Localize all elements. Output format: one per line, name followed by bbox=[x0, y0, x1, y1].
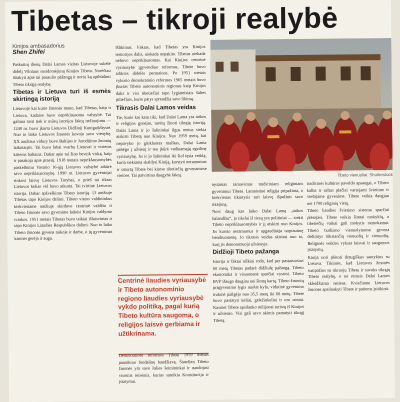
article-column-1 bbox=[13, 61, 115, 402]
body-paragraph: Istorija ir faktai aiškiai rodo, kad per pastaruosius 60 metų Tibetas padarė didžiulę pažangą. Tibeto ekonomika ir visuomenė sparčiai vystosi. Tibeto BVP išaugo daugiau nei šimtą kartų. Tibeto žmonių pragyvenimo lygis nuolat kyla, vidutinė gyvenimo trukmė pailgėjo nuo 35,5 metų iki 68 metų. Tibete buvo pastatyti keliai, geležinkeliai ir oro uostai. Kasmet Tibete apsilanko milijonai turistų iš Kinijos ir užsienio. Visi gali savo akimis pamatyti tikrąjį Tibetą. bbox=[212, 257, 305, 323]
body-paragraph: Tie, kurie kai kam tiki, kad Dalai Lama yra taikos ir religijos gynėjas, turėtų žinoti tikrąją istoriją. Dalai Lama ir jo šalininkai ilgus metus siekia atskirti Tibetą nuo Kinijos. Nuo 1959 metų, kai nepavyko jo ginkluotas maištas, Dalai Lama pabėgo į užsienį ir ten įkūrė vadinamąją egzilinę vyriausybę. Jis ir jo šalininkai iki šiol tęsia veiklą, kuria siekiama skaldyti Kiniją, kurstyti neramumus ir smurtą Tibete bei kitose tibetiečių gyvenamose vietose. Tai patvirtina daugybė faktų. bbox=[116, 113, 207, 178]
monks-photo bbox=[210, 38, 392, 172]
body-paragraph: Tibeto liaudies švietimo sistema sparčiai plėtojasi. Tibete veikia šimtai mokyklų, o tibetiečių vaikai gali mokytis nemokamai. Tibeto budizmo vienuolynuose gyvena dešimtys tūkstančių vienuolių ir vienuolių. Religinės veiklos vyksta laisvai ir saugomos įstatymų. bbox=[307, 207, 390, 252]
subhead-history: Tibetas ir Lietuva turi iš esmės skirtingą istoriją bbox=[12, 88, 111, 103]
body-paragraph: Demokratinės reformos Tibete 1959 metais panaikino feodalinę baudžiavą. Šiandien Tibeto žmonės yra savo šalies šeimininkai ir naudojasi visomis teisėmis, kurias suteikia Konstitucija ir įstatymai. bbox=[118, 351, 209, 384]
body-paragraph: tradicinės kultūros paveldo apsaugai, o Tibeto kalba ir raštas plačiai vartojami švietime ir viešajame gyvenime. Tibete veikia daugiau nei 1700 religinių vietų. bbox=[306, 180, 389, 206]
article-column-2-bottom bbox=[119, 352, 209, 401]
body-paragraph: tęsiamas tarnavimas tradiciniam religiniam gyvenimui Tibete. Lamaistinė religija pripažinta, o kiekvienas tikintysis turi laisvę išpažinti savo tikėjimą. bbox=[211, 180, 303, 207]
article-column-2 bbox=[115, 44, 207, 273]
body-paragraph: Lietuvoje kai kurie žmonės mano, kad Tibetas, kaip ir Lietuva, kadaise buvo nepriklausoma valstybė. Tai galima rasti tiek ir mūsų istorijos faktų nežinojimu — 1240 m. buvo įkurta Lietuvos Didžioji Kunigaikštystė. Nuo to laiko Lietuvos žmonės kovojo savo vienybę. XX amžiaus vidury buvo Baltijos ir Jurodijimo žmonių laikotarpis. Tai buvo labai svarbu Lietuvai ir visiems kitiems baltams. Dabar apie tai žino beveik viską, kaip ir pasakoja apie praeitį. 1918 metais nepriklausomybės paskelbimu Vasario 16-ąją Lietuvos valstybė atkūrė savo nepriklausomybę. 1990 m. Lietuvos gyventojai rinkosi laisvę Lietuvos Tarybai, o prieš tai tikras Lietuvos kelias vėl buvo atkurta. Tai tvirtinė Lietuvos istorija. Dabar apžvelkime Tibeto istoriją. 13 amžiuje Tibetas tapo Kinijos dalimi. Tibeto vietos valdininkus kiekviename amžiuje skirdavo centrinė valdžia ir Tibeto žmonės savo gyvenime laikėsi Kinijos valdymo tvarkos. 1951 metais Tibetas buvo taikiai išlaisvintas ir tapo Kinijos Liaudies Respublikos dalimi. Nuo to laiko Tibeto žmonės gyvena taikoje ir darbe, o jų gyvenimas kasmet gerėja ir auga. bbox=[13, 104, 113, 241]
byline-label: Kinijos ambasadorius bbox=[12, 43, 65, 50]
subhead-dalai-lama: Tikrasis Dalai Lamos veidas bbox=[116, 104, 197, 112]
body-paragraph: Kinija nori plėtoti draugiškus santykius su Lietuva. Tikimės, kad Lietuvos žmonės susipažins su tikruoju Tibetu ir suvoks tikrąją Tibeto realybę, o ne remsis Dalai Lamos skleidžiama netiesa. Kviečiame Lietuvos žmones apsilankyti Tibete ir patiems įsitikinti. bbox=[307, 253, 390, 292]
intro-paragraph: Paskutinį dienų Dalai Lamos vizitas Lietuvoje sukėlė didelį Vilniaus susidomėjimą Kinijos Tibetu. Norėčiau išsakyti apie tai pasaulio pažangą ir noriu ką apibūdinti Tibeto tikrąją realybę. bbox=[12, 60, 111, 87]
photo-caption: Tibeto vienuoliai. Shutterstock bbox=[337, 171, 393, 178]
body-paragraph: Išlikimas. Faktas, kad Tibetas yra Kinijos teritorijos dalis, niekada nepakito. Tibetas niekada nebuvo nepriklausomas. Kai Kinijos centrinė vyriausybė įgyvendino reformas, Tibete buvo atliktos didelės permainos. Po 1951 metais vykusio demokratinio reformos 1965 metais buvo įkurtas Tibeto autonominis regionas kaip Kinijos dalis ir visi tibetiečiai tapo lygiateisiais šalies piliečiais, kurie patys sprendžia savo likimą. bbox=[115, 43, 206, 102]
headline: Tibetas – tikroji realybė bbox=[10, 2, 339, 38]
pull-quote: Centrinė liaudies vyriausybė ir Tibeto autonominio regiono liaudies vyriausybė vykdo politiką, pagal kurią Tibeto kultūra saugoma, o religijos laisvė gerbiama ir užtikrinama. bbox=[118, 274, 209, 355]
article-column-4 bbox=[307, 180, 391, 399]
body-paragraph: Nors daug kas laiko Dalai Lamą „taikos balandžiu“, jo tikslai iš tiesų yra politiniai — siekti Tibeto nepriklausomybės ir jį atskirti nuo Kinijos. Jis kursto neramumus ir apgaudinėja tarptautinę bendruomenę. Jo tikrasis veidas skiriasi nuo to, kurį jis demonstruoja užsienyje. bbox=[212, 207, 304, 247]
newspaper-page bbox=[5, 0, 395, 402]
article-column-3 bbox=[212, 181, 305, 400]
subhead-progress: Didžioji Tibeto pažanga bbox=[212, 249, 280, 256]
byline bbox=[12, 43, 122, 56]
byline-author: Shen Zhifei bbox=[12, 49, 45, 56]
monks-photo-illustration bbox=[210, 38, 392, 172]
